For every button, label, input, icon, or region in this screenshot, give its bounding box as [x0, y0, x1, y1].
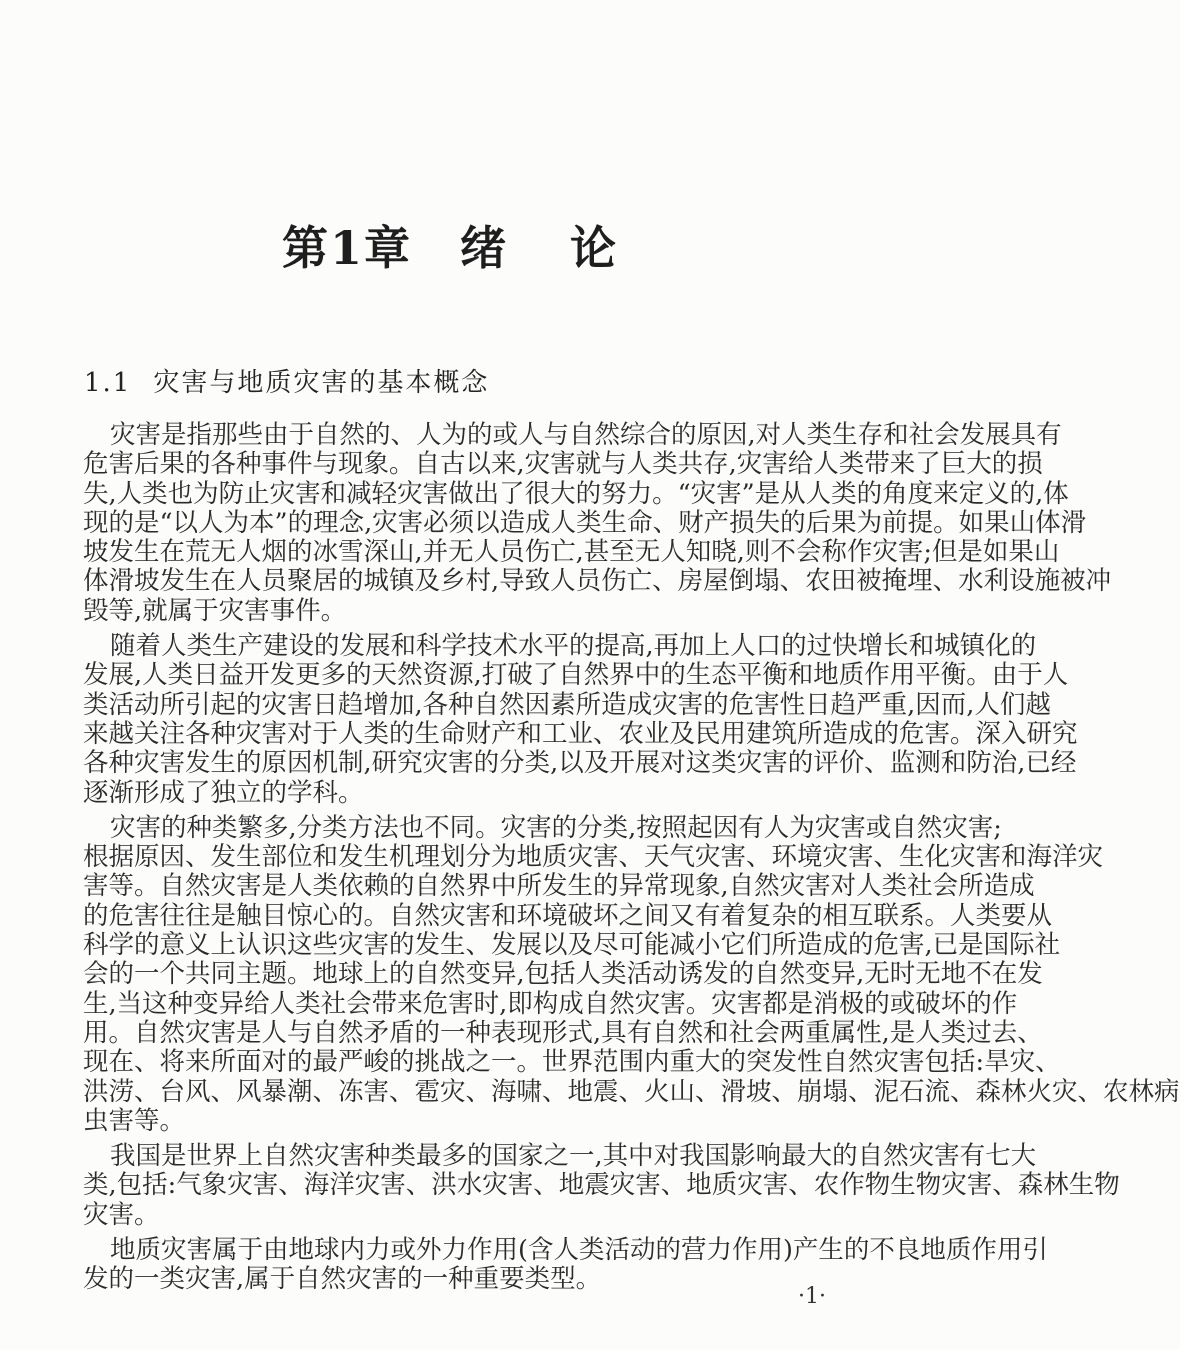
paragraph	[83, 631, 1078, 808]
text-line: 我国是世界上自然灾害种类最多的国家之一,其中对我国影响最大的自然灾害有七大	[110, 1141, 1037, 1172]
paragraph	[83, 1235, 1048, 1295]
text-line: 的危害往往是触目惊心的。自然灾害和环境破坏之间又有着复杂的相互联系。人类要从	[83, 900, 1053, 931]
text-line: 会的一个共同主题。地球上的自然变异,包括人类活动诱发的自然变异,无时无地不在发	[83, 959, 1043, 990]
text-line: 灾害。	[83, 1199, 160, 1230]
text-line: 地质灾害属于由地球内力或外力作用(含人类活动的营力作用)产生的不良地质作用引	[110, 1235, 1048, 1266]
text-line: 害等。自然灾害是人类依赖的自然界中所发生的异常现象,自然灾害对人类社会所造成	[83, 871, 1035, 902]
body-text	[83, 420, 1180, 1301]
text-line: 体滑坡发生在人员聚居的城镇及乡村,导致人员伤亡、房屋倒塌、农田被掩埋、水利设施被冲	[83, 566, 1112, 597]
text-line: 毁等,就属于灾害事件。	[83, 595, 347, 626]
text-line: 类,包括:气象灾害、海洋灾害、洪水灾害、地震灾害、地质灾害、农作物生物灾害、森林生物	[83, 1170, 1120, 1201]
text-line: 逐渐形成了独立的学科。	[83, 777, 364, 808]
text-line: 根据原因、发生部位和发生机理划分为地质灾害、天气灾害、环境灾害、生化灾害和海洋灾	[83, 842, 1104, 873]
text-line: 各种灾害发生的原因机制,研究灾害的分类,以及开展对这类灾害的评价、监测和防治,已经	[83, 748, 1077, 779]
page-number: ·1·	[798, 1284, 826, 1309]
text-line: 虫害等。	[83, 1105, 186, 1136]
chapter-title	[0, 212, 900, 278]
text-line: 生,当这种变异给人类社会带来危害时,即构成自然灾害。灾害都是消极的或破坏的作	[83, 988, 1018, 1019]
chapter-title-word-1: 绪	[460, 221, 508, 275]
text-line: 灾害的种类繁多,分类方法也不同。灾害的分类,按照起因有人为灾害或自然灾害;	[110, 812, 1002, 843]
text-line: 洪涝、台风、风暴潮、冻害、雹灾、海啸、地震、火山、滑坡、崩塌、泥石流、森林火灾、农林病	[83, 1076, 1180, 1107]
text-line: 危害后果的各种事件与现象。自古以来,灾害就与人类共存,灾害给人类带来了巨大的损	[83, 449, 1043, 480]
text-line: 灾害是指那些由于自然的、人为的或人与自然综合的原因,对人类生存和社会发展具有	[110, 420, 1062, 450]
text-line: 失,人类也为防止灾害和减轻灾害做出了很大的努力。“灾害”是从人类的角度来定义的,体	[83, 478, 1069, 509]
text-line: 现在、将来所面对的最严峻的挑战之一。世界范围内重大的突发性自然灾害包括:旱灾、	[83, 1047, 1061, 1078]
paragraph	[83, 812, 1180, 1136]
text-line: 发展,人类日益开发更多的天然资源,打破了自然界中的生态平衡和地质作用平衡。由于人	[83, 660, 1069, 691]
text-line: 现的是“以人为本”的理念,灾害必须以造成人类生命、财产损失的后果为前提。如果山体滑	[83, 507, 1087, 538]
paragraph	[83, 420, 1112, 626]
text-line: 随着人类生产建设的发展和科学技术水平的提高,再加上人口的过快增长和城镇化的	[110, 631, 1037, 662]
text-line: 用。自然灾害是人与自然矛盾的一种表现形式,具有自然和社会两重属性,是人类过去、	[83, 1017, 1043, 1048]
section-number: 1.1	[84, 368, 132, 398]
chapter-title-word-2: 论	[570, 221, 618, 275]
section-heading	[84, 362, 489, 399]
text-line: 类活动所引起的灾害日趋增加,各种自然因素所造成灾害的危害性日趋严重,因而,人们越	[83, 689, 1051, 720]
text-line: 发的一类灾害,属于自然灾害的一种重要类型。	[83, 1264, 602, 1295]
paragraph	[83, 1141, 1120, 1230]
text-line: 坡发生在荒无人烟的冰雪深山,并无人员伤亡,甚至无人知晓,则不会称作灾害;但是如果山	[83, 537, 1060, 568]
chapter-number: 第1章	[281, 221, 412, 275]
text-line: 科学的意义上认识这些灾害的发生、发展以及尽可能减小它们所造成的危害,已是国际社	[83, 930, 1061, 961]
text-line: 来越关注各种灾害对于人类的生命财产和工业、农业及民用建筑所造成的危害。深入研究	[83, 718, 1078, 749]
section-title: 灾害与地质灾害的基本概念	[153, 368, 490, 398]
